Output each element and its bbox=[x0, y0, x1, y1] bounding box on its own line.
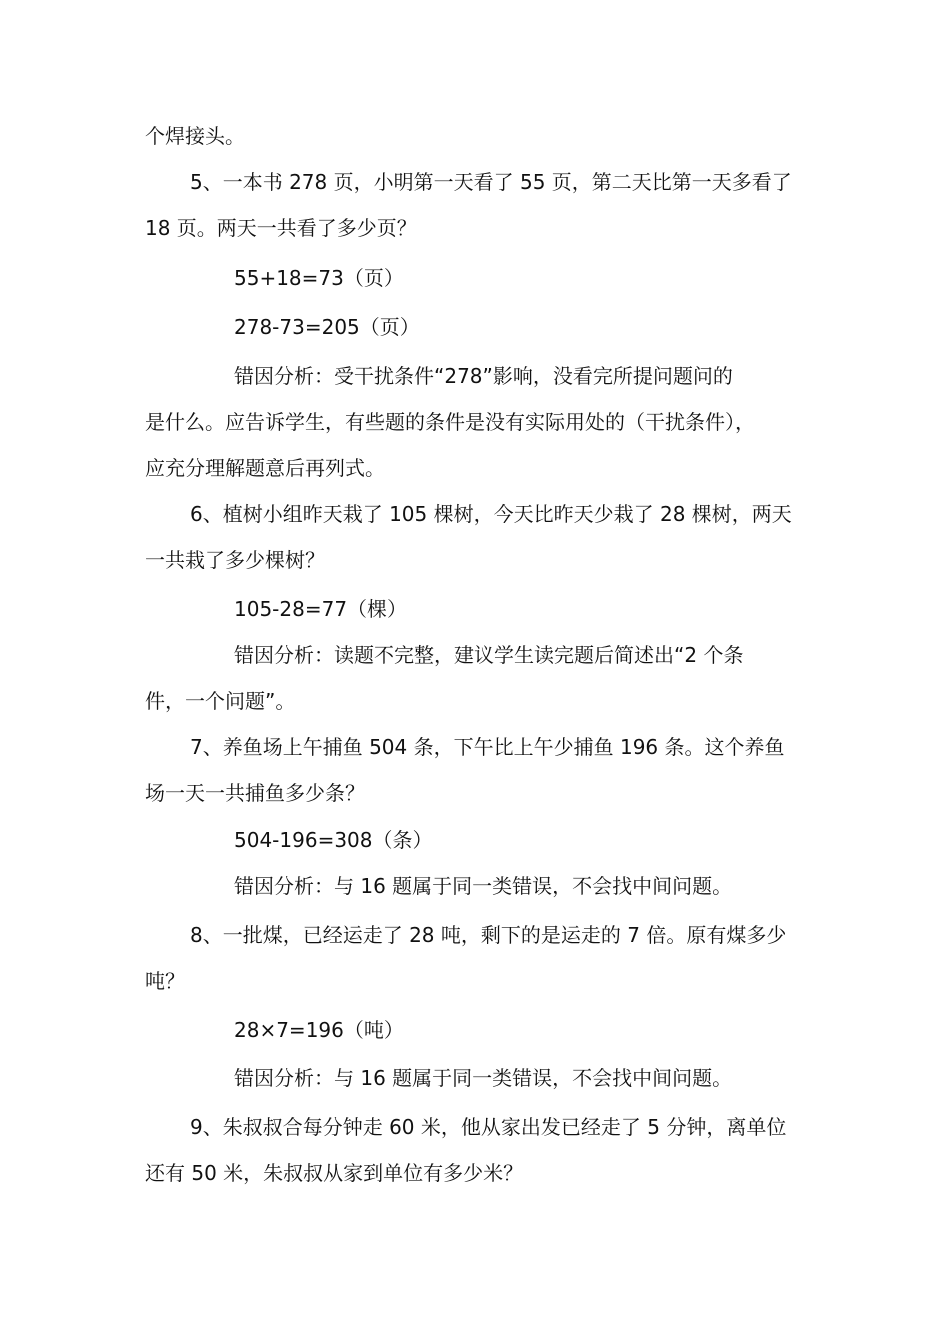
equation-line: 278-73=205（页） bbox=[234, 315, 420, 339]
question-7-line-2: 场一天一共捕鱼多少条？ bbox=[145, 781, 365, 805]
error-analysis-line: 错因分析：与 16 题属于同一类错误，不会找中间问题。 bbox=[234, 874, 733, 898]
question-7-line-1: 7、养鱼场上午捕鱼 504 条，下午比上午少捕鱼 196 条。这个养鱼 bbox=[190, 735, 785, 759]
question-5-line-1: 5、一本书 278 页，小明第一天看了 55 页，第二天比第一天多看了 bbox=[190, 170, 792, 194]
question-8-line-1: 8、一批煤，已经运走了 28 吨，剩下的是运走的 7 倍。原有煤多少 bbox=[190, 923, 787, 947]
question-9-line-2: 还有 50 米，朱叔叔从家到单位有多少米？ bbox=[145, 1161, 524, 1185]
question-9-line-1: 9、朱叔叔合每分钟走 60 米，他从家出发已经走了 5 分钟，离单位 bbox=[190, 1115, 787, 1139]
equation-line: 105-28=77（棵） bbox=[234, 597, 408, 621]
question-8-line-2: 吨？ bbox=[145, 969, 185, 993]
error-analysis-line: 件，一个问题”。 bbox=[145, 689, 296, 713]
question-5-line-2: 18 页。两天一共看了多少页？ bbox=[145, 216, 417, 240]
error-analysis-line: 应充分理解题意后再列式。 bbox=[145, 456, 385, 480]
equation-line: 504-196=308（条） bbox=[234, 828, 433, 852]
question-6-line-2: 一共栽了多少棵树？ bbox=[145, 548, 325, 572]
error-analysis-line: 错因分析：与 16 题属于同一类错误，不会找中间问题。 bbox=[234, 1066, 733, 1090]
error-analysis-line: 错因分析：受干扰条件“278”影响，没看完所提问题问的 bbox=[234, 364, 733, 388]
error-analysis-line: 错因分析：读题不完整，建议学生读完题后简述出“2 个条 bbox=[234, 643, 744, 667]
error-analysis-line: 是什么。应告诉学生，有些题的条件是没有实际用处的（干扰条件）， bbox=[145, 410, 755, 434]
text-line: 个焊接头。 bbox=[145, 124, 245, 148]
question-6-line-1: 6、植树小组昨天栽了 105 棵树，今天比昨天少栽了 28 棵树，两天 bbox=[190, 502, 792, 526]
equation-line: 55+18=73（页） bbox=[234, 266, 404, 290]
equation-line: 28×7=196（吨） bbox=[234, 1018, 404, 1042]
